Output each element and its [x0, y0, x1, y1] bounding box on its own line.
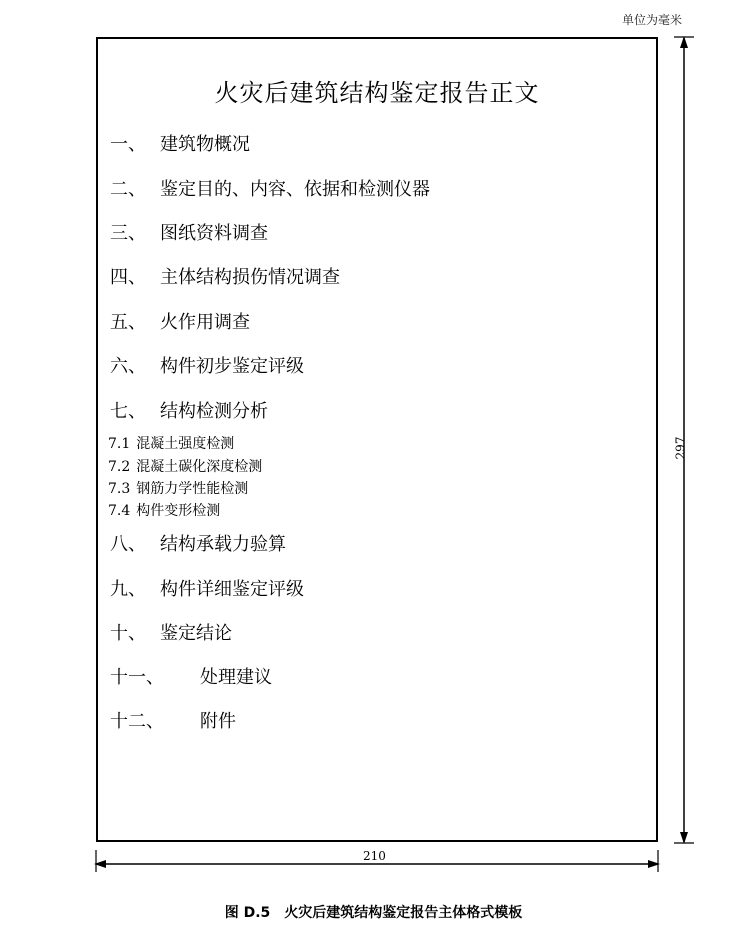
figure-number: 图 D.5	[224, 905, 271, 921]
section-number: 一、	[110, 134, 146, 155]
section-4	[110, 267, 340, 289]
section-text: 结构检测分析	[160, 401, 268, 422]
subsection-number: 7.3	[108, 481, 131, 497]
document-title: 火灾后建筑结构鉴定报告正文	[214, 79, 540, 107]
section-number: 五、	[110, 312, 146, 333]
section-12	[110, 711, 236, 733]
section-text: 主体结构损伤情况调查	[160, 267, 340, 288]
section-number: 七、	[110, 401, 146, 422]
section-10	[110, 623, 232, 645]
section-number: 六、	[110, 356, 146, 377]
subsection-number: 7.1	[108, 436, 131, 452]
subsection-7-2	[108, 458, 262, 476]
subsection-text: 混凝土强度检测	[136, 436, 235, 452]
section-2	[110, 179, 430, 201]
section-5	[110, 312, 250, 334]
section-text: 建筑物概况	[160, 134, 250, 155]
unit-note: 单位为毫米	[622, 13, 683, 27]
height-dimension-label: 297	[673, 436, 688, 460]
subsection-text: 构件变形检测	[136, 503, 221, 519]
subsection-number: 7.4	[108, 503, 131, 519]
section-text: 附件	[200, 711, 236, 732]
section-number: 四、	[110, 267, 146, 288]
section-text: 火作用调查	[160, 312, 250, 333]
subsection-7-4	[108, 502, 220, 520]
section-number: 十二、	[110, 711, 164, 732]
subsection-text: 混凝土碳化深度检测	[136, 459, 263, 475]
section-number: 十一、	[110, 667, 164, 688]
section-text: 构件详细鉴定评级	[160, 579, 304, 600]
section-8	[110, 534, 286, 556]
section-number: 八、	[110, 534, 146, 555]
section-6	[110, 356, 304, 378]
section-number: 三、	[110, 223, 146, 244]
section-1	[110, 134, 250, 156]
subsection-number: 7.2	[108, 459, 131, 475]
section-3	[110, 223, 268, 245]
section-9	[110, 579, 304, 601]
subsection-text: 钢筋力学性能检测	[136, 481, 249, 497]
section-text: 鉴定目的、内容、依据和检测仪器	[160, 179, 430, 200]
section-number: 二、	[110, 179, 146, 200]
section-text: 图纸资料调查	[160, 223, 268, 244]
section-text: 鉴定结论	[160, 623, 232, 644]
section-number: 九、	[110, 579, 146, 600]
width-dimension-label: 210	[363, 849, 386, 863]
subsection-7-3	[108, 480, 248, 498]
subsection-7-1	[108, 435, 234, 453]
document-page-frame	[96, 37, 658, 842]
figure-caption	[0, 902, 747, 922]
section-text: 处理建议	[200, 667, 272, 688]
section-text: 结构承载力验算	[160, 534, 286, 555]
section-7	[110, 401, 268, 423]
section-11	[110, 667, 272, 689]
section-number: 十、	[110, 623, 146, 644]
section-text: 构件初步鉴定评级	[160, 356, 304, 377]
figure-caption-text: 火灾后建筑结构鉴定报告主体格式模板	[284, 905, 523, 921]
